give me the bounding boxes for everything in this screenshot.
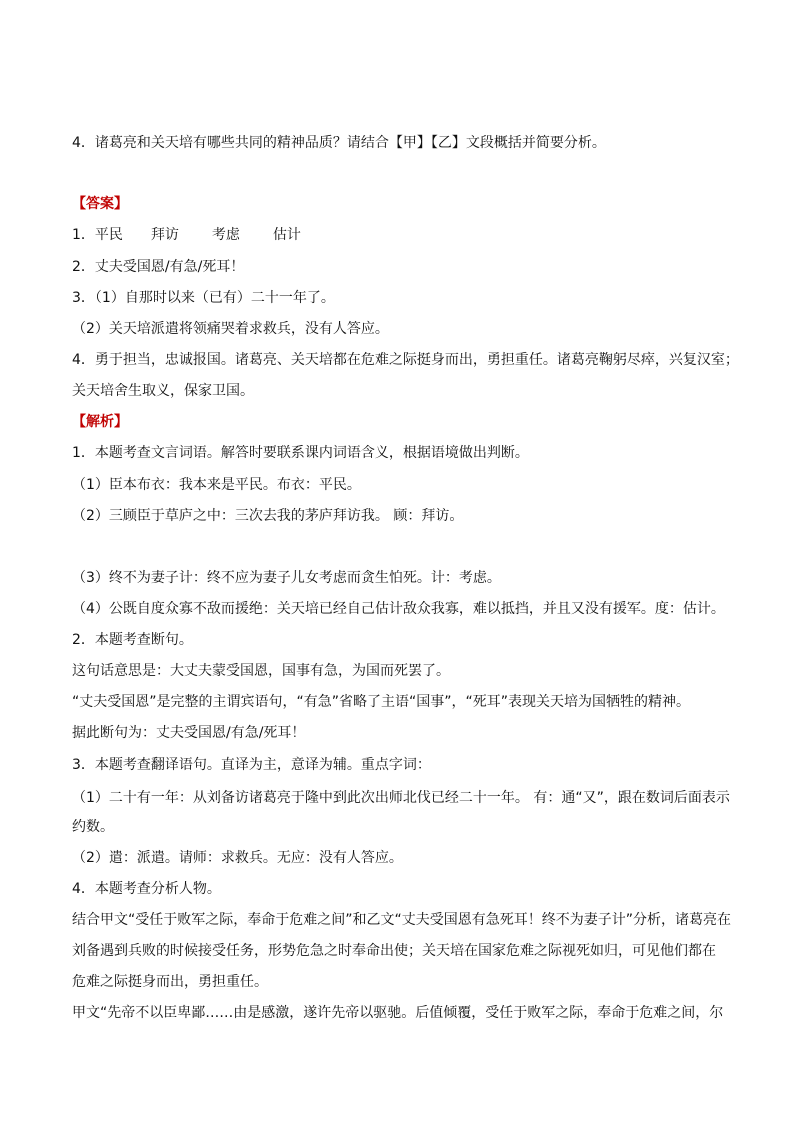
answer-4-line-1: 4．勇于担当，忠诚报国。诸葛亮、关天培都在危难之际挺身而出，勇担重任。诸葛亮鞠躬尽瘁，兴复汉室； [72, 352, 739, 368]
answer-1 [72, 225, 301, 245]
answer-1-word: 考虑 [211, 227, 240, 243]
analysis-4-line-3: 危难之际挺身而出，勇担重任。 [72, 974, 268, 990]
answer-heading: 【答案】 [72, 196, 128, 212]
answer-2: 2．丈夫受国恩/有急/死耳！ [72, 259, 245, 275]
analysis-1-item-1: （1）臣本布衣：我本来是平民。布衣：平民。 [72, 477, 361, 493]
analysis-1: 1．本题考查文言词语。解答时要联系课内词语含义，根据语境做出判断。 [72, 445, 529, 461]
analysis-2-meaning: 这句话意思是：大丈夫蒙受国恩，国事有急，为国而死罢了。 [72, 663, 450, 679]
analysis-4-line-4: 甲文“先帝不以臣卑鄙……由是感激，遂许先帝以驱驰。后值倾覆，受任于败军之际，奉命于危难之间，尔 [72, 1005, 724, 1021]
answer-3-1: 3．（1）自那时以来（已有）二十一年了。 [72, 290, 335, 306]
answer-4-line-2: 关天培舍生取义，保家卫国。 [72, 383, 254, 399]
question-4: 4．诸葛亮和关天培有哪些共同的精神品质？请结合【甲】【乙】文段概括并简要分析。 [72, 135, 606, 151]
answer-3-2: （2）关天培派遣将领痛哭着求救兵，没有人答应。 [72, 321, 389, 337]
analysis-2: 2．本题考查断句。 [72, 632, 193, 648]
answer-1-word: 估计 [272, 227, 301, 243]
analysis-1-item-4: （4）公既自度众寡不敌而援绝：关天培已经自己估计敌众我寡，难以抵挡，并且又没有援军。度：估计。 [72, 601, 725, 617]
analysis-4-line-1: 结合甲文“受任于败军之际，奉命于危难之间”和乙文“丈夫受国恩有急死耳！终不为妻子计”分析，诸葛亮在 [72, 912, 732, 928]
analysis-2-result: 据此断句为：丈夫受国恩/有急/死耳！ [72, 725, 306, 741]
analysis-3: 3．本题考查翻译语句。直译为主，意译为辅。重点字词： [72, 757, 431, 773]
analysis-1-item-3: （3）终不为妻子计：终不应为妻子儿女考虑而贪生怕死。计：考虑。 [72, 570, 501, 586]
analysis-4: 4．本题考查分析人物。 [72, 881, 221, 897]
analysis-3-item-2: （2）遣：派遣。请师：求救兵。无应：没有人答应。 [72, 850, 403, 866]
analysis-2-explanation: “丈夫受国恩”是完整的主谓宾语句，“有急”省略了主语“国事”，“死耳”表现关天培为国牺牲的精神。 [72, 694, 691, 710]
analysis-heading: 【解析】 [72, 414, 128, 430]
analysis-3-item-1-line-2: 约数。 [72, 819, 114, 835]
analysis-4-line-2: 刘备遇到兵败的时候接受任务，形势危急之时奉命出使；关天培在国家危难之际视死如归，可见他们都在 [72, 943, 716, 959]
answer-1-prefix: 1．平民 [72, 227, 123, 243]
analysis-1-item-2: （2）三顾臣于草庐之中：三次去我的茅庐拜访我。 顾：拜访。 [72, 508, 464, 524]
answer-1-word: 拜访 [150, 227, 179, 243]
analysis-3-item-1-line-1: （1）二十有一年：从刘备访诸葛亮于隆中到此次出师北伐已经二十一年。 有：通“又”，跟在数词后面表示 [72, 790, 730, 806]
